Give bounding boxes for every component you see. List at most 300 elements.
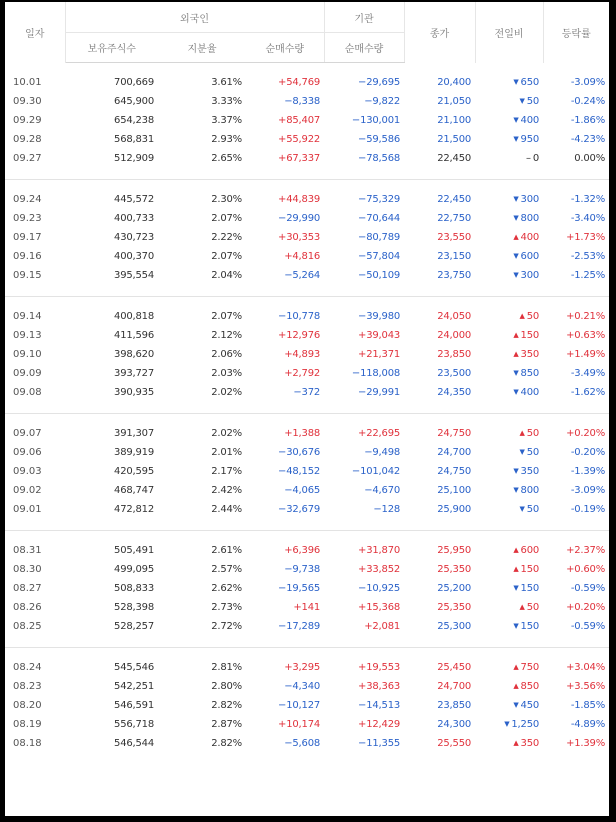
cell-net-foreign: −8,338 — [284, 96, 321, 107]
row-spacer — [5, 63, 609, 74]
row-spacer — [5, 531, 609, 542]
cell-share: 2.87% — [211, 719, 242, 730]
cell-holdings: 645,900 — [114, 96, 154, 107]
cell-net-foreign: +1,388 — [284, 428, 321, 439]
down-triangle-icon: ▼ — [513, 116, 519, 124]
row-spacer — [5, 402, 609, 414]
table-row — [5, 92, 609, 111]
cell-rate: -3.09% — [570, 77, 606, 88]
cell-date: 10.01 — [13, 77, 42, 88]
change-value: 850 — [520, 681, 540, 692]
cell-holdings: 700,669 — [114, 77, 154, 88]
cell-rate: +0.20% — [566, 602, 606, 613]
down-triangle-icon: ▼ — [513, 467, 519, 475]
change-value: 0 — [532, 153, 540, 164]
down-triangle-icon: ▼ — [513, 195, 519, 203]
cell-change — [475, 424, 543, 443]
cell-net-foreign: −4,065 — [284, 485, 321, 496]
cell-change — [475, 228, 543, 247]
cell-change — [475, 617, 543, 636]
cell-close: 25,950 — [437, 545, 472, 556]
cell-date: 08.30 — [13, 564, 42, 575]
cell-close: 24,300 — [437, 719, 472, 730]
cell-date: 09.10 — [13, 349, 42, 360]
cell-net-institution: +2,081 — [364, 621, 401, 632]
cell-share: 2.02% — [211, 387, 242, 398]
cell-net-foreign: −29,990 — [278, 213, 321, 224]
table-row — [5, 541, 609, 560]
cell-net-foreign: +4,816 — [284, 251, 321, 262]
table-row — [5, 677, 609, 696]
change-value: 450 — [520, 700, 540, 711]
table-row — [5, 500, 609, 519]
table-row — [5, 481, 609, 500]
table-row — [5, 247, 609, 266]
change-value: 150 — [520, 621, 540, 632]
change-value: 600 — [520, 251, 540, 262]
cell-close: 21,500 — [437, 134, 472, 145]
cell-share: 2.17% — [211, 466, 242, 477]
up-triangle-icon: ▲ — [513, 663, 519, 671]
cell-holdings: 391,307 — [114, 428, 154, 439]
cell-close: 25,450 — [437, 662, 472, 673]
cell-close: 24,000 — [437, 330, 472, 341]
cell-date: 09.01 — [13, 504, 42, 515]
cell-close: 25,350 — [437, 564, 472, 575]
cell-net-foreign: +10,174 — [278, 719, 321, 730]
cell-net-foreign: −19,565 — [278, 583, 321, 594]
cell-net-foreign: −5,264 — [284, 270, 321, 281]
cell-net-foreign: +67,337 — [278, 153, 321, 164]
table-body — [5, 63, 609, 754]
cell-rate: -2.53% — [570, 251, 606, 262]
cell-net-foreign: +85,407 — [278, 115, 321, 126]
cell-close: 23,850 — [437, 700, 472, 711]
cell-change — [475, 481, 543, 500]
cell-change — [475, 326, 543, 345]
cell-close: 22,750 — [437, 213, 472, 224]
cell-change — [475, 541, 543, 560]
cell-net-foreign: −372 — [293, 387, 321, 398]
cell-holdings: 505,491 — [114, 545, 154, 556]
cell-net-institution: +39,043 — [358, 330, 401, 341]
cell-net-institution: −9,498 — [364, 447, 401, 458]
cell-holdings: 556,718 — [114, 719, 154, 730]
change-value: 950 — [520, 134, 540, 145]
cell-share: 3.37% — [211, 115, 242, 126]
flat-dash-icon: – — [526, 153, 531, 164]
header-foreign: 외국인 — [65, 2, 324, 33]
change-value: 50 — [526, 602, 540, 613]
cell-rate: +0.63% — [566, 330, 606, 341]
cell-net-foreign: −10,778 — [278, 311, 321, 322]
table-row — [5, 228, 609, 247]
cell-holdings: 445,572 — [114, 194, 154, 205]
cell-holdings: 400,733 — [114, 213, 154, 224]
row-spacer — [5, 636, 609, 648]
down-triangle-icon: ▼ — [513, 701, 519, 709]
row-spacer — [5, 297, 609, 308]
cell-close: 23,750 — [437, 270, 472, 281]
cell-close: 25,200 — [437, 583, 472, 594]
table-row — [5, 734, 609, 753]
cell-close: 24,700 — [437, 681, 472, 692]
down-triangle-icon: ▼ — [513, 622, 519, 630]
change-value: 50 — [526, 447, 540, 458]
header-net-institution: 순매수량 — [324, 33, 404, 63]
cell-rate: +2.37% — [566, 545, 606, 556]
cell-rate: -0.59% — [570, 583, 606, 594]
cell-rate: -1.25% — [570, 270, 606, 281]
cell-change — [475, 364, 543, 383]
cell-holdings: 542,251 — [114, 681, 154, 692]
cell-date: 08.19 — [13, 719, 42, 730]
cell-holdings: 545,546 — [114, 662, 154, 673]
trading-table-panel — [5, 2, 609, 816]
table-row — [5, 560, 609, 579]
table-row — [5, 424, 609, 443]
cell-close: 23,550 — [437, 232, 472, 243]
cell-rate: -0.24% — [570, 96, 606, 107]
cell-change — [475, 579, 543, 598]
change-value: 300 — [520, 194, 540, 205]
cell-date: 09.07 — [13, 428, 42, 439]
cell-rate: -0.59% — [570, 621, 606, 632]
cell-rate: -0.19% — [570, 504, 606, 515]
header-change: 전일비 — [475, 2, 543, 63]
cell-rate: -1.39% — [570, 466, 606, 477]
cell-close: 25,300 — [437, 621, 472, 632]
table-row — [5, 111, 609, 130]
cell-date: 09.17 — [13, 232, 42, 243]
up-triangle-icon: ▲ — [519, 312, 525, 320]
cell-net-institution: −29,695 — [358, 77, 401, 88]
cell-holdings: 395,554 — [114, 270, 154, 281]
cell-close: 25,550 — [437, 738, 472, 749]
cell-date: 09.09 — [13, 368, 42, 379]
up-triangle-icon: ▲ — [513, 350, 519, 358]
cell-net-foreign: +3,295 — [284, 662, 321, 673]
cell-change — [475, 500, 543, 519]
cell-date: 09.30 — [13, 96, 42, 107]
cell-close: 24,750 — [437, 428, 472, 439]
down-triangle-icon: ▼ — [513, 252, 519, 260]
cell-holdings: 528,398 — [114, 602, 154, 613]
down-triangle-icon: ▼ — [519, 505, 525, 513]
cell-rate: +1.73% — [566, 232, 606, 243]
investor-trading-table — [5, 2, 609, 753]
cell-net-foreign: +6,396 — [284, 545, 321, 556]
cell-net-institution: −57,804 — [358, 251, 401, 262]
cell-date: 08.18 — [13, 738, 42, 749]
cell-change — [475, 677, 543, 696]
cell-close: 23,850 — [437, 349, 472, 360]
cell-share: 2.57% — [211, 564, 242, 575]
cell-holdings: 512,909 — [114, 153, 154, 164]
cell-change — [475, 190, 543, 209]
cell-date: 09.03 — [13, 466, 42, 477]
cell-net-institution: −118,008 — [351, 368, 401, 379]
change-value: 400 — [520, 232, 540, 243]
table-row — [5, 579, 609, 598]
table-row — [5, 326, 609, 345]
down-triangle-icon: ▼ — [519, 448, 525, 456]
cell-rate: +0.21% — [566, 311, 606, 322]
cell-rate: -0.20% — [570, 447, 606, 458]
down-triangle-icon: ▼ — [513, 78, 519, 86]
change-value: 50 — [526, 311, 540, 322]
down-triangle-icon: ▼ — [513, 584, 519, 592]
cell-close: 23,500 — [437, 368, 472, 379]
cell-date: 09.28 — [13, 134, 42, 145]
down-triangle-icon: ▼ — [513, 388, 519, 396]
row-spacer — [5, 519, 609, 531]
cell-net-institution: −14,513 — [358, 700, 401, 711]
table-row — [5, 598, 609, 617]
cell-net-institution: −80,789 — [358, 232, 401, 243]
cell-share: 2.12% — [211, 330, 242, 341]
cell-share: 2.02% — [211, 428, 242, 439]
change-value: 800 — [520, 213, 540, 224]
change-value: 650 — [520, 77, 540, 88]
cell-holdings: 390,935 — [114, 387, 154, 398]
cell-holdings: 546,544 — [114, 738, 154, 749]
change-value: 50 — [526, 428, 540, 439]
cell-net-institution: −128 — [373, 504, 401, 515]
cell-close: 23,150 — [437, 251, 472, 262]
cell-net-foreign: +44,839 — [278, 194, 321, 205]
cell-net-institution: +31,870 — [358, 545, 401, 556]
change-value: 150 — [520, 330, 540, 341]
header-institution: 기관 — [324, 2, 404, 33]
cell-holdings: 400,818 — [114, 311, 154, 322]
cell-net-institution: −70,644 — [358, 213, 401, 224]
cell-date: 09.06 — [13, 447, 42, 458]
cell-close: 24,050 — [437, 311, 472, 322]
table-row — [5, 190, 609, 209]
down-triangle-icon: ▼ — [513, 369, 519, 377]
cell-net-institution: −50,109 — [358, 270, 401, 281]
cell-net-institution: +33,852 — [358, 564, 401, 575]
cell-holdings: 528,257 — [114, 621, 154, 632]
cell-net-institution: −75,329 — [358, 194, 401, 205]
change-value: 300 — [520, 270, 540, 281]
table-row — [5, 266, 609, 285]
cell-net-foreign: −9,738 — [284, 564, 321, 575]
cell-date: 09.29 — [13, 115, 42, 126]
cell-net-institution: −39,980 — [358, 311, 401, 322]
down-triangle-icon: ▼ — [519, 97, 525, 105]
cell-rate: -3.09% — [570, 485, 606, 496]
cell-share: 2.22% — [211, 232, 242, 243]
cell-rate: -1.85% — [570, 700, 606, 711]
table-row — [5, 130, 609, 149]
cell-rate: +3.56% — [566, 681, 606, 692]
header-rate: 등락률 — [543, 2, 609, 63]
row-spacer — [5, 648, 609, 659]
cell-date: 09.13 — [13, 330, 42, 341]
cell-net-foreign: −10,127 — [278, 700, 321, 711]
cell-holdings: 411,596 — [114, 330, 154, 341]
cell-date: 09.02 — [13, 485, 42, 496]
row-spacer — [5, 168, 609, 180]
cell-rate: +0.20% — [566, 428, 606, 439]
cell-net-foreign: +55,922 — [278, 134, 321, 145]
cell-holdings: 568,831 — [114, 134, 154, 145]
header-holdings: 보유주식수 — [65, 33, 158, 63]
cell-holdings: 389,919 — [114, 447, 154, 458]
change-value: 350 — [520, 349, 540, 360]
cell-date: 09.16 — [13, 251, 42, 262]
change-value: 750 — [520, 662, 540, 673]
table-row — [5, 617, 609, 636]
cell-holdings: 420,595 — [114, 466, 154, 477]
cell-net-foreign: +141 — [293, 602, 321, 613]
up-triangle-icon: ▲ — [513, 331, 519, 339]
change-value: 400 — [520, 387, 540, 398]
row-spacer — [5, 285, 609, 297]
row-spacer — [5, 414, 609, 425]
cell-net-foreign: −5,608 — [284, 738, 321, 749]
table-row — [5, 462, 609, 481]
change-value: 50 — [526, 504, 540, 515]
cell-change — [475, 383, 543, 402]
table-row — [5, 658, 609, 677]
cell-rate: 0.00% — [574, 153, 606, 164]
cell-share: 2.06% — [211, 349, 242, 360]
change-value: 1,250 — [511, 719, 540, 730]
down-triangle-icon: ▼ — [513, 486, 519, 494]
table-row — [5, 364, 609, 383]
cell-change — [475, 149, 543, 168]
cell-close: 24,700 — [437, 447, 472, 458]
cell-holdings: 393,727 — [114, 368, 154, 379]
change-value: 600 — [520, 545, 540, 556]
cell-close: 21,100 — [437, 115, 472, 126]
cell-rate: -1.32% — [570, 194, 606, 205]
up-triangle-icon: ▲ — [513, 546, 519, 554]
cell-share: 3.61% — [211, 77, 242, 88]
cell-share: 2.62% — [211, 583, 242, 594]
down-triangle-icon: ▼ — [504, 720, 510, 728]
cell-net-foreign: −30,676 — [278, 447, 321, 458]
table-row — [5, 307, 609, 326]
cell-share: 2.61% — [211, 545, 242, 556]
down-triangle-icon: ▼ — [513, 271, 519, 279]
cell-share: 3.33% — [211, 96, 242, 107]
cell-share: 2.07% — [211, 251, 242, 262]
cell-share: 2.07% — [211, 213, 242, 224]
cell-date: 09.14 — [13, 311, 42, 322]
cell-share: 2.93% — [211, 134, 242, 145]
table-header — [5, 2, 609, 63]
cell-change — [475, 130, 543, 149]
cell-date: 08.25 — [13, 621, 42, 632]
change-value: 850 — [520, 368, 540, 379]
cell-rate: +1.49% — [566, 349, 606, 360]
cell-net-institution: −10,925 — [358, 583, 401, 594]
header-share: 지분율 — [158, 33, 246, 63]
cell-holdings: 468,747 — [114, 485, 154, 496]
cell-date: 09.08 — [13, 387, 42, 398]
header-net-foreign: 순매수량 — [246, 33, 324, 63]
cell-close: 21,050 — [437, 96, 472, 107]
down-triangle-icon: ▼ — [513, 135, 519, 143]
cell-change — [475, 345, 543, 364]
cell-change — [475, 658, 543, 677]
cell-rate: -1.86% — [570, 115, 606, 126]
row-spacer — [5, 180, 609, 191]
down-triangle-icon: ▼ — [513, 214, 519, 222]
table-row — [5, 696, 609, 715]
cell-holdings: 472,812 — [114, 504, 154, 515]
change-value: 800 — [520, 485, 540, 496]
cell-share: 2.30% — [211, 194, 242, 205]
cell-change — [475, 247, 543, 266]
cell-net-foreign: −32,679 — [278, 504, 321, 515]
cell-date: 08.24 — [13, 662, 42, 673]
header-close: 종가 — [404, 2, 475, 63]
cell-close: 24,750 — [437, 466, 472, 477]
cell-holdings: 400,370 — [114, 251, 154, 262]
table-row — [5, 715, 609, 734]
cell-holdings: 499,095 — [114, 564, 154, 575]
cell-net-foreign: +30,353 — [278, 232, 321, 243]
cell-net-institution: +22,695 — [358, 428, 401, 439]
table-row — [5, 209, 609, 228]
cell-net-institution: +15,368 — [358, 602, 401, 613]
cell-net-institution: −130,001 — [351, 115, 401, 126]
cell-net-institution: −29,991 — [358, 387, 401, 398]
cell-close: 22,450 — [437, 194, 472, 205]
cell-change — [475, 696, 543, 715]
cell-share: 2.65% — [211, 153, 242, 164]
cell-share: 2.80% — [211, 681, 242, 692]
cell-share: 2.44% — [211, 504, 242, 515]
cell-change — [475, 443, 543, 462]
cell-rate: +1.39% — [566, 738, 606, 749]
cell-share: 2.73% — [211, 602, 242, 613]
cell-net-foreign: −48,152 — [278, 466, 321, 477]
cell-share: 2.01% — [211, 447, 242, 458]
table-row — [5, 345, 609, 364]
cell-holdings: 654,238 — [114, 115, 154, 126]
cell-share: 2.04% — [211, 270, 242, 281]
cell-date: 09.15 — [13, 270, 42, 281]
cell-share: 2.03% — [211, 368, 242, 379]
cell-net-institution: −59,586 — [358, 134, 401, 145]
cell-change — [475, 266, 543, 285]
cell-date: 08.26 — [13, 602, 42, 613]
cell-net-institution: −9,822 — [364, 96, 401, 107]
table-row — [5, 383, 609, 402]
cell-net-institution: +21,371 — [358, 349, 401, 360]
up-triangle-icon: ▲ — [513, 739, 519, 747]
cell-change — [475, 715, 543, 734]
cell-rate: -4.89% — [570, 719, 606, 730]
cell-net-foreign: +4,893 — [284, 349, 321, 360]
cell-change — [475, 598, 543, 617]
cell-close: 25,350 — [437, 602, 472, 613]
header-date: 일자 — [5, 2, 65, 63]
cell-change — [475, 92, 543, 111]
cell-rate: +3.04% — [566, 662, 606, 673]
cell-change — [475, 462, 543, 481]
up-triangle-icon: ▲ — [519, 429, 525, 437]
cell-change — [475, 560, 543, 579]
cell-date: 09.23 — [13, 213, 42, 224]
cell-net-institution: +12,429 — [358, 719, 401, 730]
